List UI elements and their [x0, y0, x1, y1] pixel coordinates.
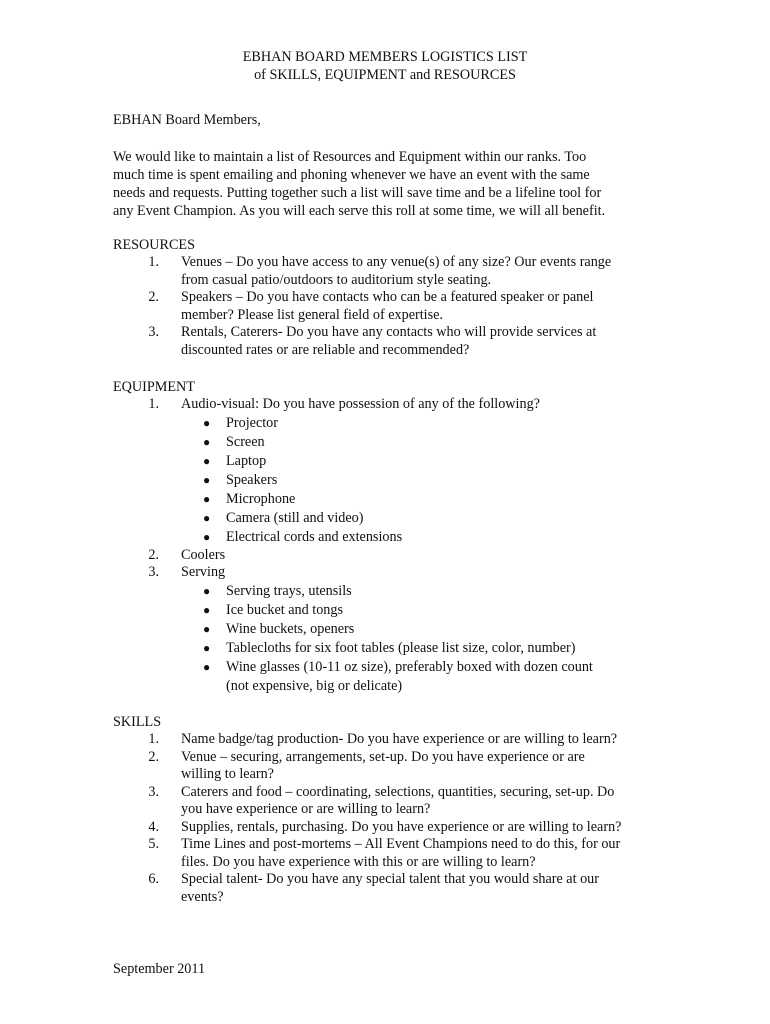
item-number: 1.	[148, 396, 159, 412]
equipment-list	[113, 396, 673, 696]
bullet-text: Camera (still and video)	[226, 509, 364, 526]
item-number: 2.	[148, 748, 159, 765]
bullet-text: Ice bucket and tongs	[226, 601, 344, 618]
item-line: from casual patio/outdoors to auditorium style seating.	[181, 271, 492, 288]
list-item	[113, 564, 673, 696]
skills-heading: SKILLS	[113, 714, 162, 730]
item-line: files. Do you have experience with this or are willing to learn?	[181, 853, 536, 870]
bullet-text: Tablecloths for six foot tables (please list size, color, number)	[226, 639, 576, 656]
bullet-item	[181, 414, 673, 433]
intro-paragraph	[113, 148, 653, 220]
bullet-item	[181, 639, 673, 658]
item-line: member? Please list general field of expertise.	[181, 306, 443, 323]
bullet-icon: ●	[203, 659, 211, 674]
equipment-heading: EQUIPMENT	[113, 379, 195, 395]
list-item	[113, 836, 673, 871]
item-line: Coolers	[181, 546, 226, 563]
bullet-continuation	[181, 677, 673, 696]
serving-bullet-list	[181, 582, 673, 696]
bullet-text: Speakers	[226, 471, 278, 488]
item-line: willing to learn?	[181, 766, 274, 782]
item-line: Rentals, Caterers- Do you have any contacts who will provide services at	[181, 324, 597, 340]
footer-date: September 2011	[113, 961, 206, 977]
item-line: Name badge/tag production- Do you have experience or are willing to learn?	[181, 731, 618, 747]
list-item	[113, 749, 673, 784]
title-line-1: EBHAN BOARD MEMBERS LOGISTICS LIST	[242, 49, 528, 65]
resources-section	[113, 236, 673, 359]
item-line: Caterers and food – coordinating, selections, quantities, securing, set-up. Do	[181, 783, 615, 800]
bullet-item	[181, 471, 673, 490]
bullet-icon: ●	[203, 510, 211, 525]
equipment-section	[113, 378, 673, 696]
resources-heading: RESOURCES	[113, 237, 195, 253]
list-item	[113, 254, 673, 289]
skills-section	[113, 713, 673, 906]
bullet-icon: ●	[203, 529, 211, 544]
bullet-item	[181, 620, 673, 639]
intro-line: much time is spent emailing and phoning whenever we have an event with the same	[113, 167, 590, 183]
item-number: 2.	[148, 546, 159, 563]
item-number: 6.	[148, 871, 159, 887]
item-number: 3.	[148, 324, 159, 340]
bullet-icon: ●	[203, 415, 211, 430]
bullet-item	[181, 582, 673, 601]
bullet-icon: ●	[203, 602, 211, 617]
list-item	[113, 324, 673, 359]
bullet-icon: ●	[203, 472, 211, 487]
list-item	[113, 819, 673, 837]
bullet-text: Wine glasses (10-11 oz size), preferably boxed with dozen count	[226, 658, 593, 675]
item-line: events?	[181, 888, 224, 905]
item-line: discounted rates or are reliable and recommended?	[181, 341, 470, 358]
bullet-text: Wine buckets, openers	[226, 620, 355, 637]
item-number: 2.	[148, 289, 159, 305]
bullet-text: Serving trays, utensils	[226, 582, 352, 599]
item-number: 3.	[148, 564, 159, 580]
bullet-icon: ●	[203, 640, 211, 655]
bullet-text: Laptop	[226, 452, 267, 469]
document-title	[0, 48, 770, 84]
bullet-item	[181, 601, 673, 620]
resources-list	[113, 254, 673, 359]
item-line: Serving	[181, 564, 226, 580]
bullet-text: Projector	[226, 414, 279, 431]
intro-line: needs and requests. Putting together such a list will save time and be a lifeline tool for	[113, 185, 602, 201]
bullet-text: (not expensive, big or delicate)	[226, 677, 403, 694]
item-number: 5.	[148, 836, 159, 852]
bullet-text: Electrical cords and extensions	[226, 528, 403, 545]
item-number: 4.	[148, 818, 159, 835]
item-number: 1.	[148, 731, 159, 747]
intro-line: We would like to maintain a list of Resources and Equipment within our ranks. Too	[113, 149, 587, 165]
bullet-item	[181, 433, 673, 452]
item-line: Speakers – Do you have contacts who can be a featured speaker or panel	[181, 289, 594, 305]
title-line-2: of SKILLS, EQUIPMENT and RESOURCES	[254, 67, 516, 83]
list-item	[113, 731, 673, 749]
bullet-text: Microphone	[226, 490, 296, 507]
bullet-icon: ●	[203, 621, 211, 636]
bullet-item	[181, 490, 673, 509]
list-item	[113, 289, 673, 324]
item-number: 3.	[148, 783, 159, 800]
av-bullet-list	[181, 414, 673, 547]
list-item	[113, 784, 673, 819]
item-line: you have experience or are willing to learn?	[181, 801, 431, 817]
list-item	[113, 396, 673, 547]
bullet-item	[181, 658, 673, 677]
item-line: Supplies, rentals, purchasing. Do you have experience or are willing to learn?	[181, 818, 622, 835]
bullet-item	[181, 452, 673, 471]
bullet-icon: ●	[203, 583, 211, 598]
bullet-item	[181, 528, 673, 547]
bullet-icon: ●	[203, 453, 211, 468]
list-item	[113, 871, 673, 906]
item-line: Time Lines and post-mortems – All Event Champions need to do this, for our	[181, 836, 621, 852]
item-line: Audio-visual: Do you have possession of any of the following?	[181, 396, 540, 412]
item-line: Special talent- Do you have any special talent that you would share at our	[181, 871, 600, 887]
item-line: Venues – Do you have access to any venue(s) of any size? Our events range	[181, 254, 612, 270]
bullet-icon: ●	[203, 434, 211, 449]
intro-line: any Event Champion. As you will each serve this roll at some time, we will all benefit.	[113, 203, 606, 219]
bullet-text: Screen	[226, 433, 265, 450]
skills-list	[113, 731, 673, 906]
list-item	[113, 547, 673, 565]
bullet-icon: ●	[203, 491, 211, 506]
item-number: 1.	[148, 254, 159, 270]
bullet-item	[181, 509, 673, 528]
salutation: EBHAN Board Members,	[113, 112, 261, 128]
item-line: Venue – securing, arrangements, set-up. Do you have experience or are	[181, 748, 585, 765]
